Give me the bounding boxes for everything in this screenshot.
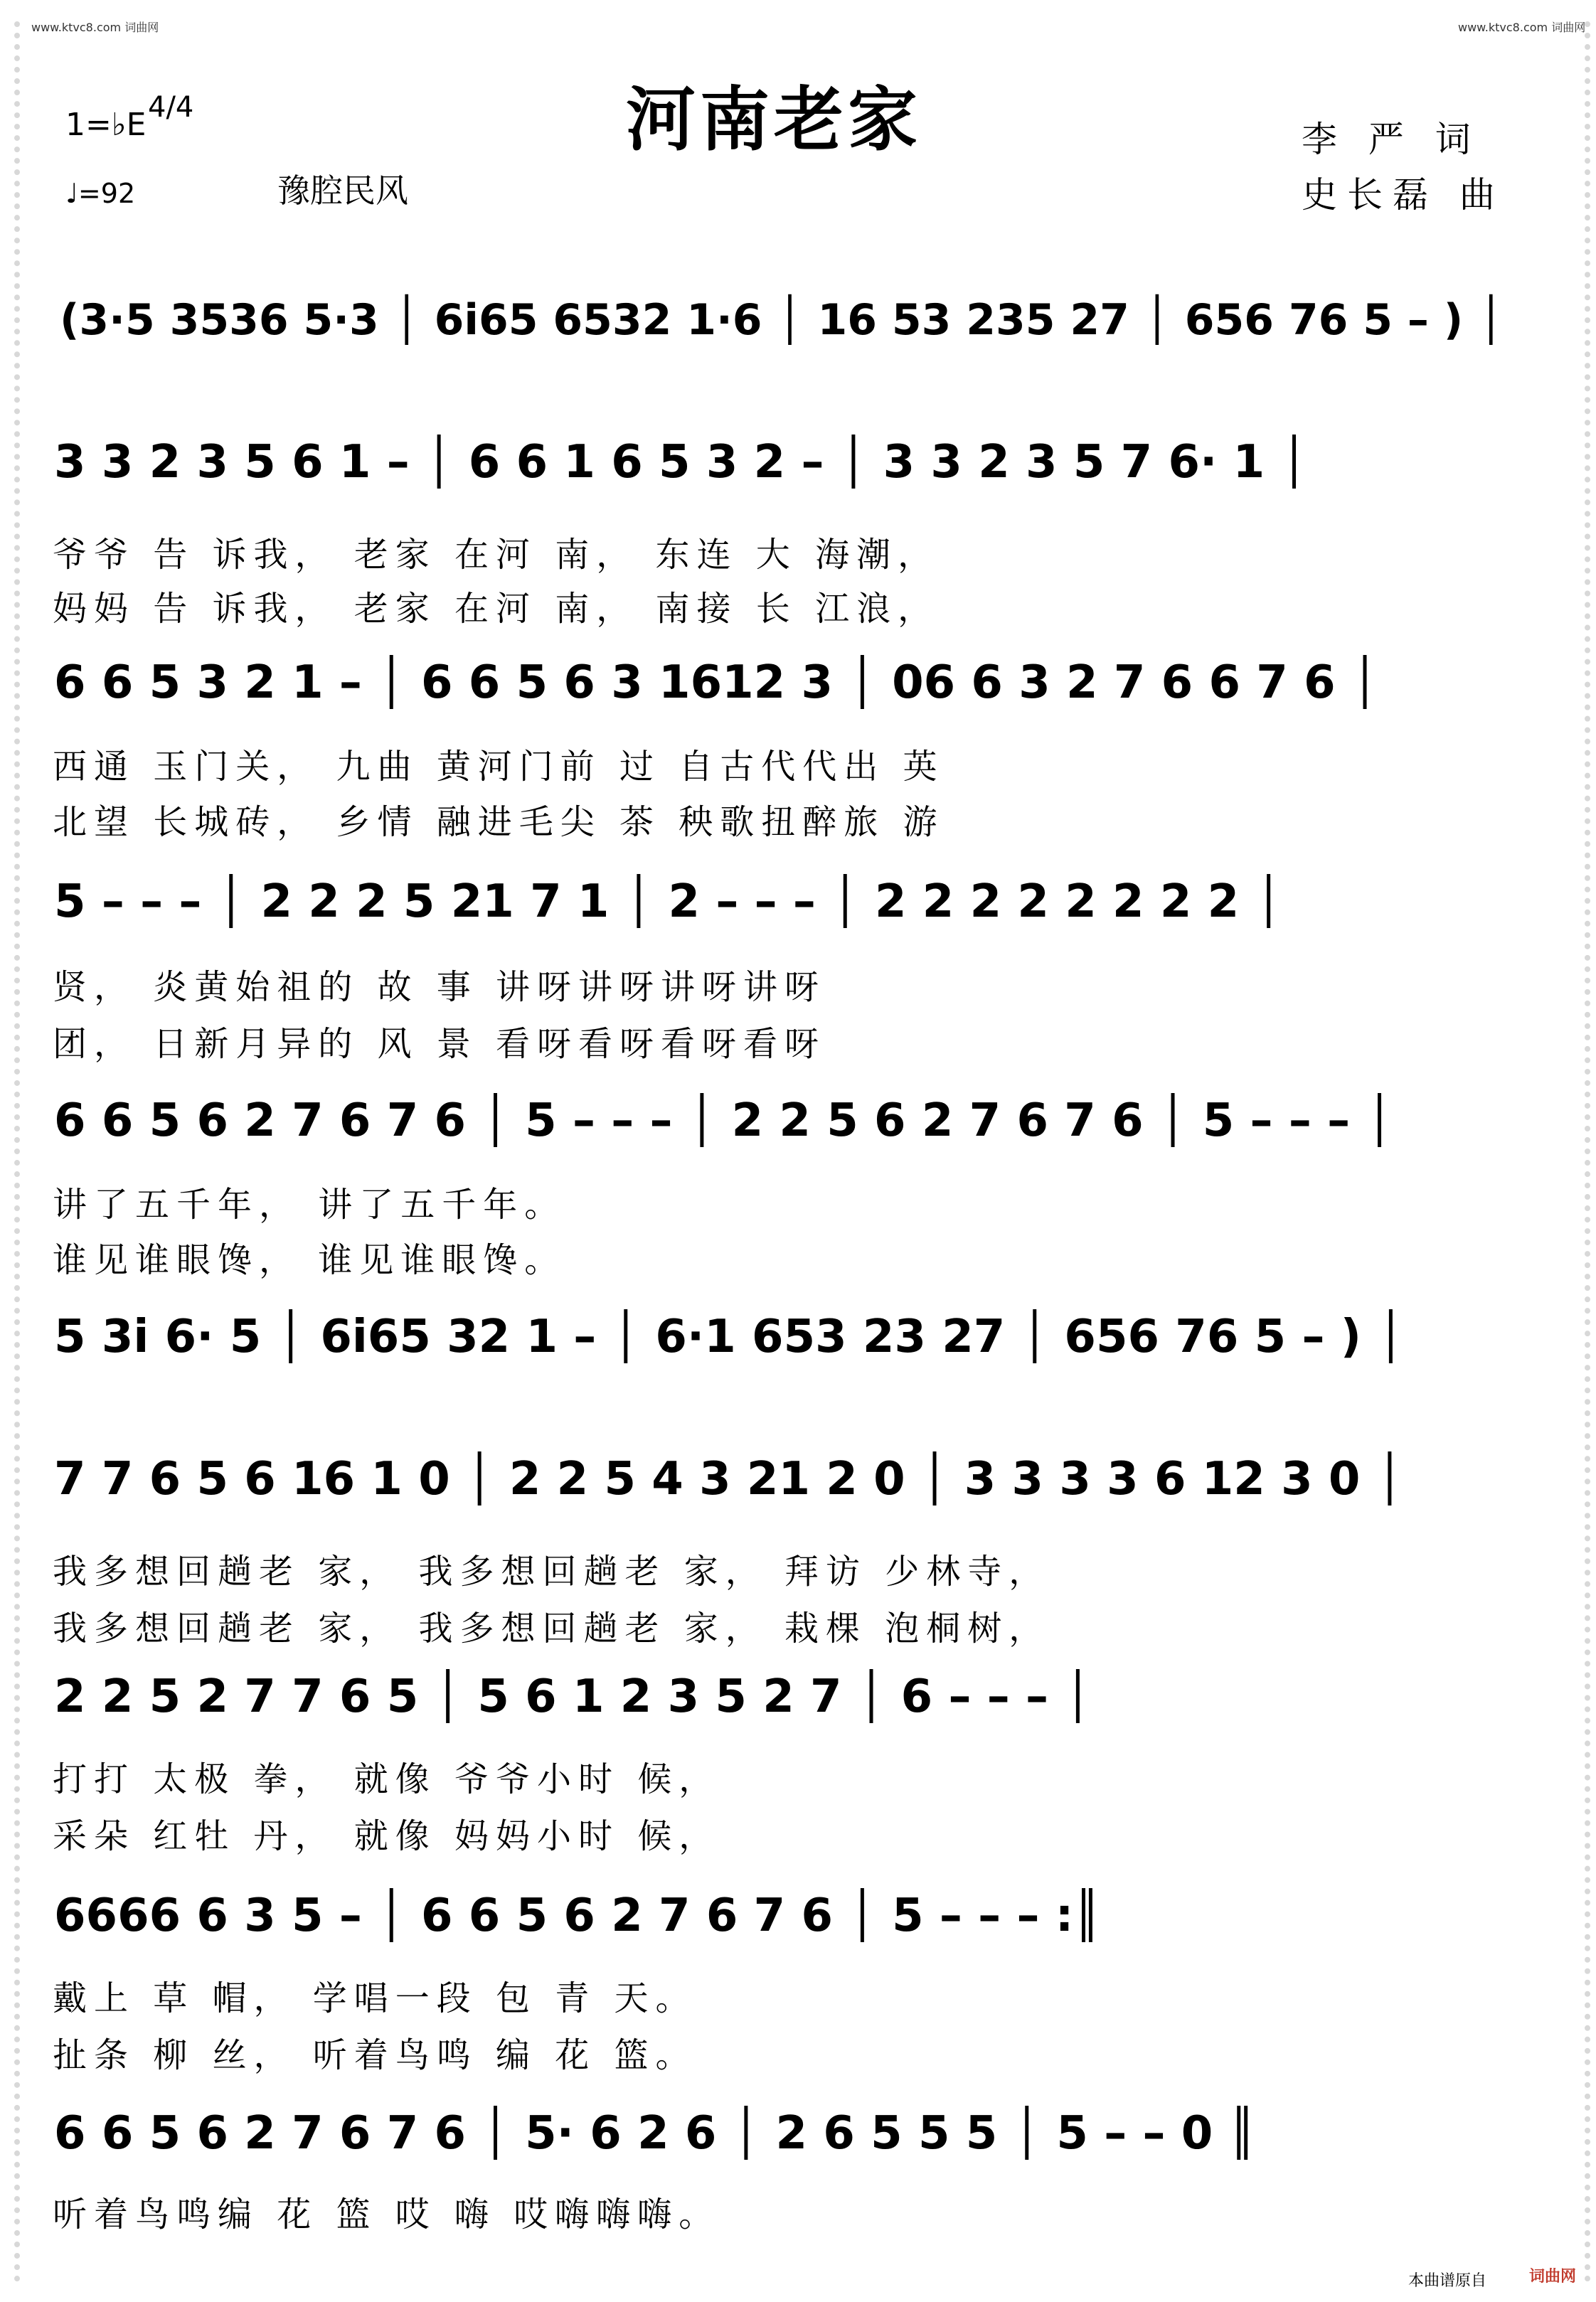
tempo-marking: ♩=92 <box>65 178 136 209</box>
lyricist-credit: 李 严 词 <box>1302 119 1481 160</box>
lyrics-verse-2: 采朵 红牡 丹， 就像 妈妈小时 候， <box>53 1816 720 1856</box>
lyrics-verse-1: 我多想回趟老 家， 我多想回趟老 家， 拜访 少林寺， <box>53 1552 1050 1592</box>
lyrics-verse-1: 贤， 炎黄始祖的 故 事 讲呀讲呀讲呀讲呀 <box>53 967 826 1007</box>
lyrics-verse-2: 谁见谁眼馋， 谁见谁眼馋。 <box>53 1240 566 1280</box>
lyrics-verse-2: 北望 长城砖， 乡情 融进毛尖 茶 秧歌扭醉旅 游 <box>53 802 945 842</box>
composer-credit: 史长磊 曲 <box>1302 174 1505 215</box>
stave-notes: (3·5 3536 5·3 │ 6i65 6532 1·6 │ 16 53 235 27 │ 656 76 5 – ) │ <box>60 295 1504 345</box>
stave-notes: 6 6 5 6 2 7 6 7 6 │ 5 – – – │ 2 2 5 6 2 7 6 7 6 │ 5 – – – │ <box>54 1094 1393 1147</box>
lyrics-verse-1: 西通 玉门关， 九曲 黄河门前 过 自古代代出 英 <box>53 747 945 787</box>
stave-notes: 5 3i 6· 5 │ 6i65 32 1 – │ 6·1 653 23 27 │ 656 76 5 – ) │ <box>54 1311 1405 1363</box>
stave-notes: 5 – – – │ 2 2 2 5 21 7 1 │ 2 – – – │ 2 2 2 2 2 2 2 2 │ <box>54 875 1282 928</box>
key-signature: 1=♭E <box>65 107 147 143</box>
lyrics-verse-2: 妈妈 告 诉我， 老家 在河 南， 南接 长 江浪， <box>53 589 940 629</box>
stave-notes: 6666 6 3 5 – │ 6 6 5 6 2 7 6 7 6 │ 5 – – – :║ <box>54 1890 1101 1942</box>
lyrics-verse-1: 戴上 草 帽， 学唱一段 包 青 天。 <box>53 1978 697 2018</box>
stave-notes: 3 3 2 3 5 6 1 – │ 6 6 1 6 5 3 2 – │ 3 3 2 3 5 7 6· 1 │ <box>54 436 1308 489</box>
footer-brand: 词曲网 <box>1529 2268 1577 2286</box>
stave-notes: 7 7 6 5 6 16 1 0 │ 2 2 5 4 3 21 2 0 │ 3 3 3 3 6 12 3 0 │ <box>54 1453 1404 1506</box>
time-signature: 4/4 <box>148 91 194 124</box>
stave-notes: 6 6 5 6 2 7 6 7 6 │ 5· 6 2 6 │ 2 6 5 5 5 │ 5 – – 0 ║ <box>54 2107 1257 2160</box>
style-label: 豫腔民风 <box>277 171 408 210</box>
stave-notes: 2 2 5 2 7 7 6 5 │ 5 6 1 2 3 5 2 7 │ 6 – – – │ <box>54 1670 1092 1723</box>
lyrics-verse-2: 扯条 柳 丝， 听着鸟鸣 编 花 篮。 <box>53 2035 697 2075</box>
lyrics-verse-1: 听着鸟鸣编 花 篮 哎 嗨 哎嗨嗨嗨。 <box>53 2195 720 2234</box>
watermark-right: www.ktvc8.com 词曲网 <box>1458 21 1586 34</box>
lyrics-verse-2: 团， 日新月异的 风 景 看呀看呀看呀看呀 <box>53 1024 826 1064</box>
stave-notes: 6 6 5 3 2 1 – │ 6 6 5 6 3 1612 3 │ 06 6 3 2 7 6 6 7 6 │ <box>54 656 1379 709</box>
lyrics-verse-1: 打打 太极 拳， 就像 爷爷小时 候， <box>53 1759 720 1799</box>
lyrics-verse-1: 讲了五千年， 讲了五千年。 <box>53 1185 566 1225</box>
watermark-left: www.ktvc8.com 词曲网 <box>31 21 159 34</box>
page-title: 河南老家 <box>626 79 922 161</box>
lyrics-verse-1: 爷爷 告 诉我， 老家 在河 南， 东连 大 海潮， <box>53 535 940 575</box>
lyrics-verse-2: 我多想回趟老 家， 我多想回趟老 家， 栽棵 泡桐树， <box>53 1609 1050 1648</box>
footer-source: 本曲谱原自 <box>1408 2272 1487 2290</box>
